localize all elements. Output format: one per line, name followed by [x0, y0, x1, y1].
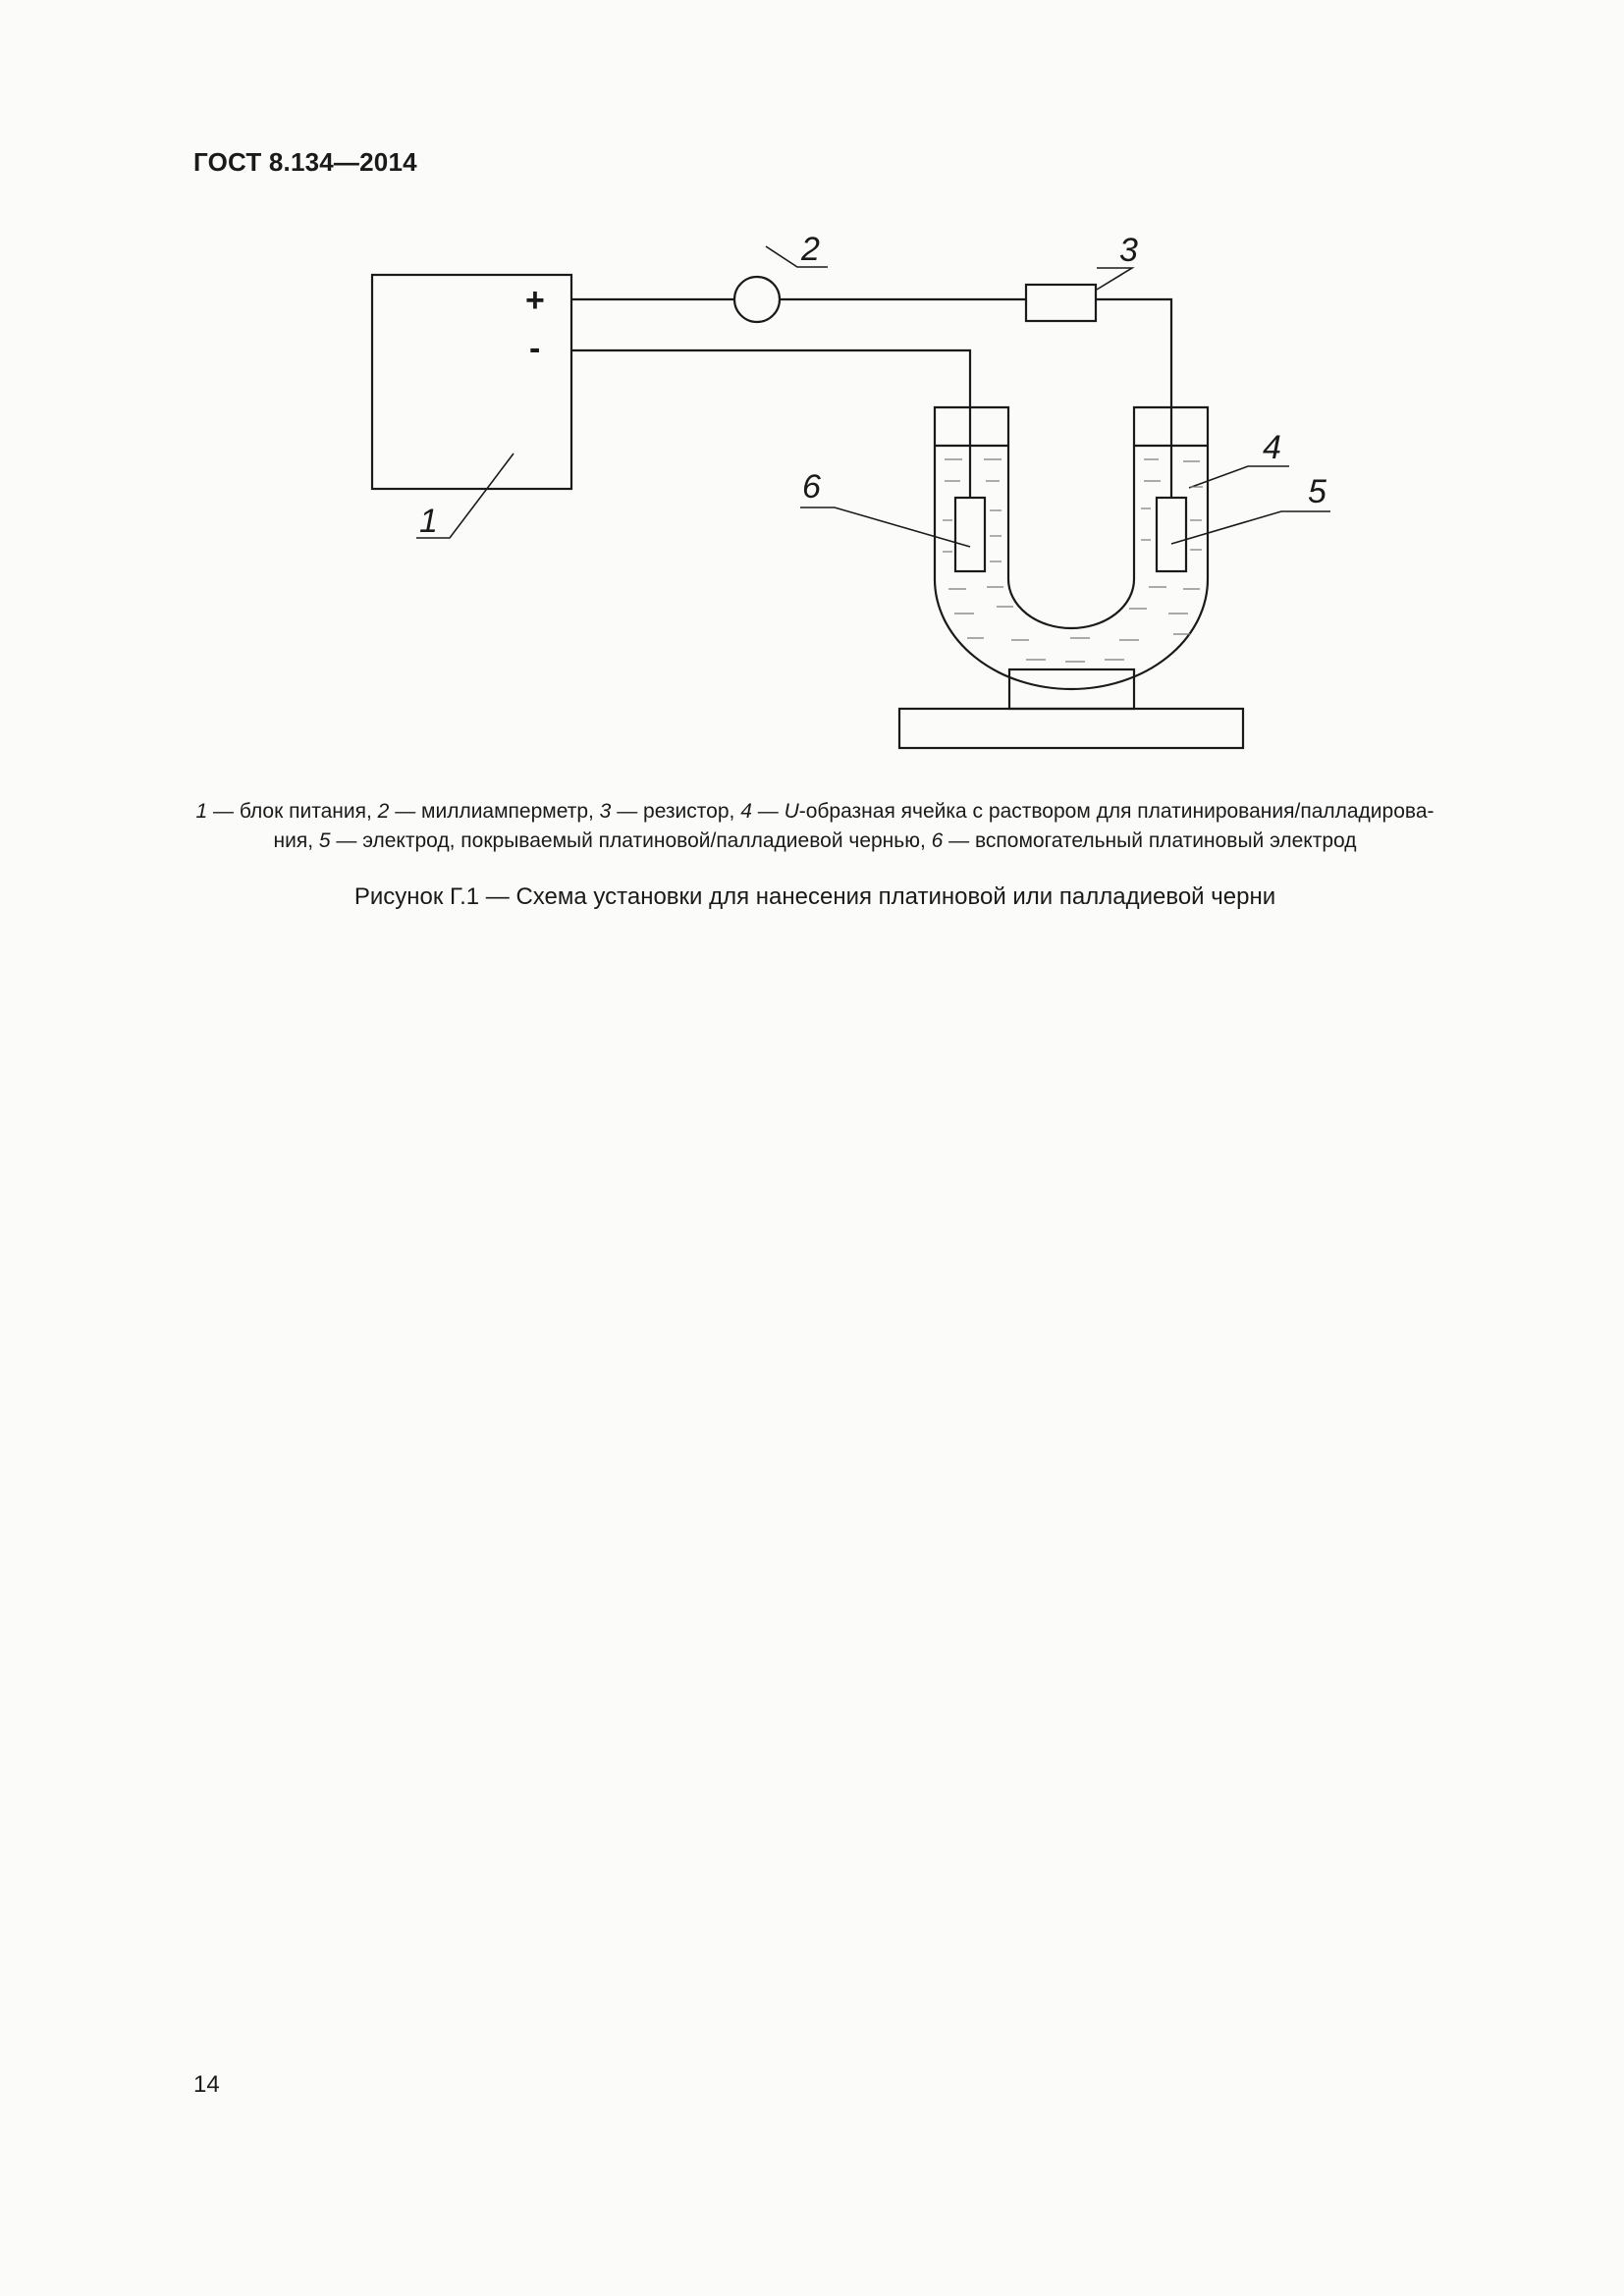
legend-text-4: —	[751, 800, 785, 823]
legend-text-3: — резистор,	[611, 800, 741, 823]
legend-num-2: 2	[377, 800, 390, 823]
resistor-label: 3	[1119, 232, 1138, 269]
coated-electrode-label: 5	[1308, 473, 1326, 510]
figure-caption: Рисунок Г.1 — Схема установки для нанесения платиновой или палладиевой черни	[353, 883, 1276, 910]
electroplating-setup-diagram	[0, 0, 1624, 785]
auxiliary-electrode	[955, 498, 985, 571]
legend-text-u: -образная ячейка с раствором для платинирования/палладирова-ния,	[273, 800, 1435, 852]
milliammeter-label: 2	[801, 231, 820, 268]
power-supply-label: 1	[419, 503, 438, 540]
page-number: 14	[193, 2071, 220, 2098]
u-cell-label: 4	[1263, 429, 1281, 466]
legend-u-letter: U	[784, 800, 799, 823]
legend-num-6: 6	[931, 829, 944, 852]
legend-text-2: — миллиамперметр,	[389, 800, 600, 823]
plus-terminal-label: +	[525, 282, 545, 319]
minus-terminal-label: -	[529, 330, 541, 367]
u-shaped-cell	[935, 407, 1208, 689]
resistor-symbol	[1026, 285, 1096, 321]
figure-legend	[177, 797, 1453, 856]
legend-num-4: 4	[740, 800, 752, 823]
legend-num-5: 5	[318, 829, 331, 852]
legend-text-1: — блок питания,	[207, 800, 378, 823]
legend-num-3: 3	[599, 800, 612, 823]
auxiliary-electrode-label: 6	[802, 468, 821, 506]
legend-num-1: 1	[195, 800, 208, 823]
legend-text-6: — вспомогательный платиновый электрод	[943, 829, 1357, 852]
document-code-header: ГОСТ 8.134—2014	[193, 147, 417, 177]
minus-wire	[571, 350, 970, 498]
legend-text-5: — электрод, покрываемый платиновой/палладиевой чернью,	[330, 829, 932, 852]
milliammeter-symbol	[734, 277, 780, 322]
coated-electrode	[1157, 498, 1186, 571]
cell-stand-base	[899, 709, 1243, 748]
